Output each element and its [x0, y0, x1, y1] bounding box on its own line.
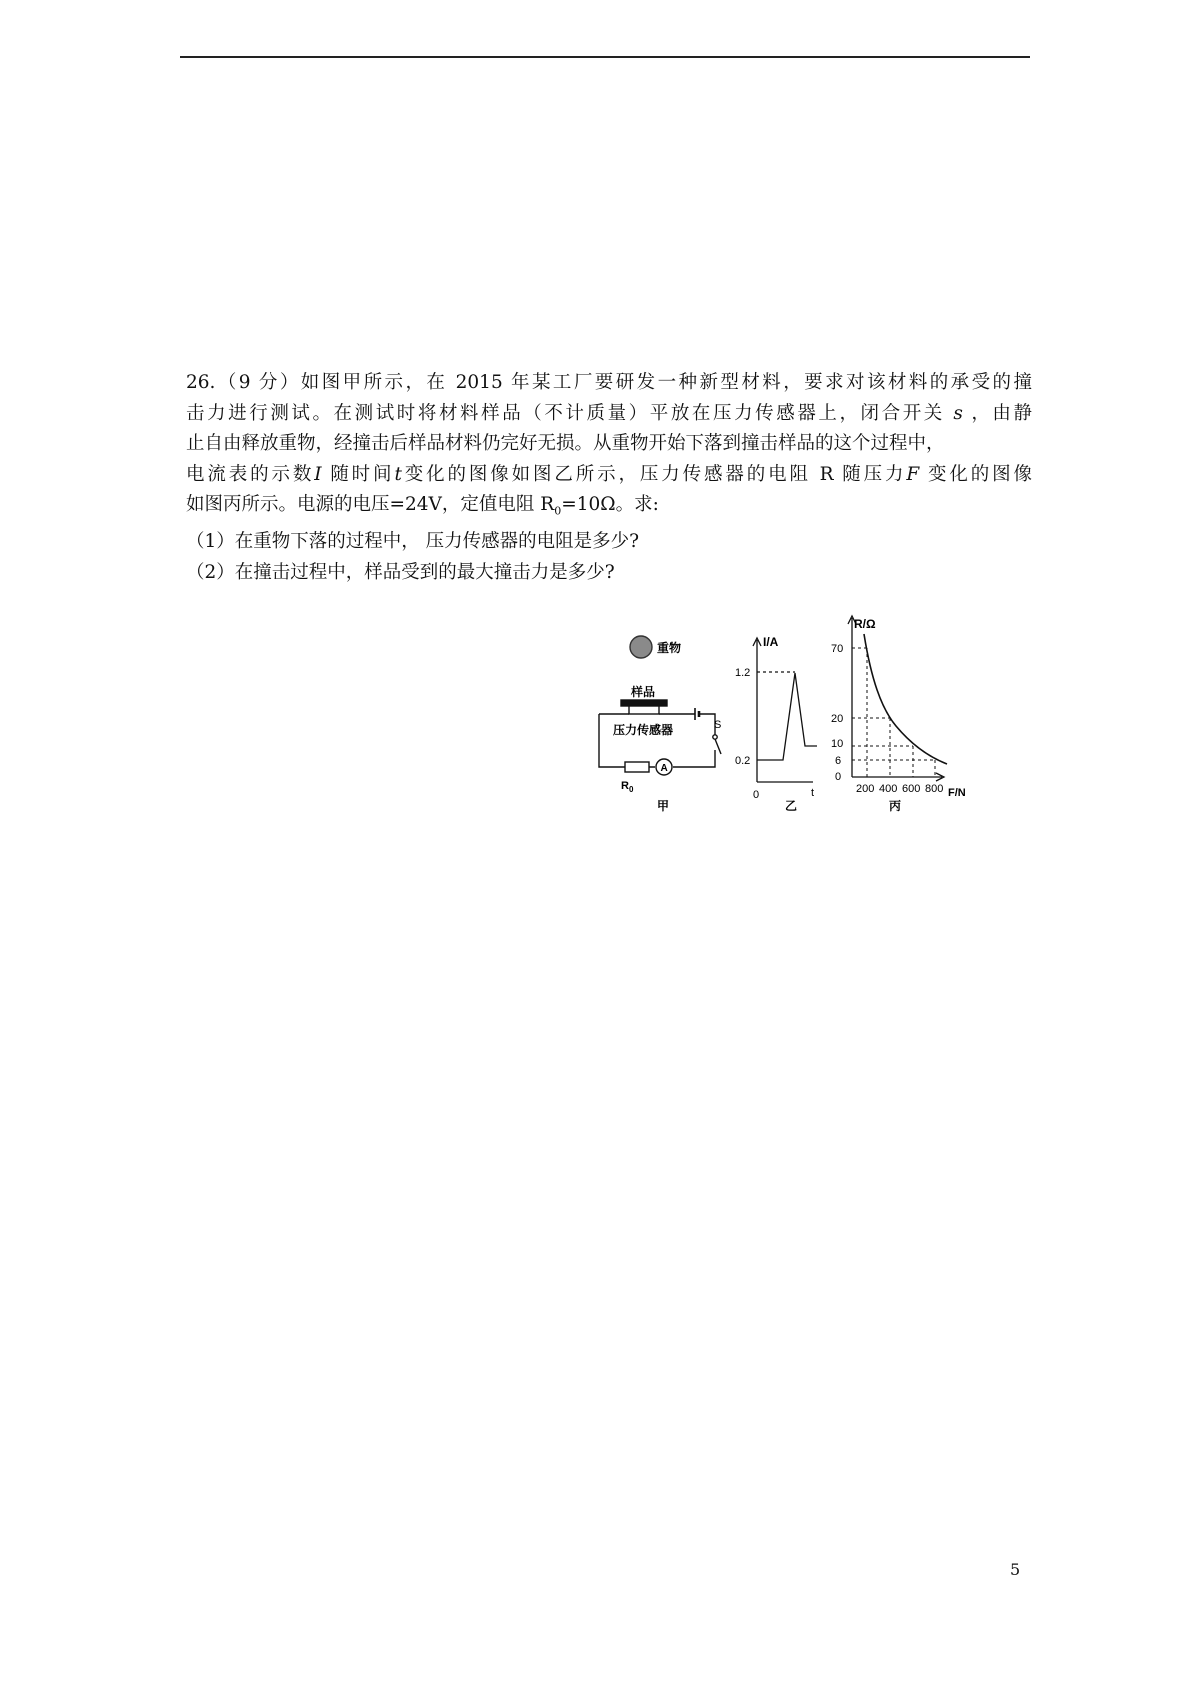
- yi-x-label: t: [811, 787, 815, 799]
- switch-label: S: [714, 719, 722, 731]
- circuit-wires: [599, 714, 715, 767]
- caption-bing: 丙: [889, 799, 902, 813]
- question-points: （9 分）: [215, 372, 301, 393]
- yi-y-label: I/A: [763, 635, 779, 649]
- question-line-5: 如图丙所示。电源的电压=24V，定值电阻 $R_0=10\Omega$。求:: [186, 494, 659, 518]
- weight-label: 重物: [657, 641, 682, 655]
- question-line-2: 击力进行测试。在测试时将材料样品（不计质量）平放在压力传感器上，闭合开关 s ，由静: [186, 402, 1032, 424]
- bing-tick-200: 200: [856, 783, 875, 795]
- question-line-3: 止自由释放重物，经撞击后样品材料仍完好无损。从重物开始下落到撞击样品的这个过程中，: [186, 433, 945, 454]
- yi-origin-label: 0: [753, 789, 760, 801]
- bing-resistance-curve: [864, 634, 947, 764]
- sensor-block: [629, 706, 659, 714]
- bing-x-label: F/N: [948, 787, 966, 799]
- switch-blade-icon: [715, 739, 721, 754]
- resistor-icon: [625, 762, 649, 772]
- bing-tick-10: 10: [831, 738, 844, 750]
- time-symbol: t: [394, 463, 402, 485]
- yi-tick-0.2: 0.2: [735, 755, 751, 767]
- resistance-force-graph: [848, 616, 947, 781]
- current-symbol: I: [314, 463, 322, 485]
- bing-y-label: R/Ω: [854, 617, 876, 631]
- bing-tick-20: 20: [831, 713, 844, 725]
- force-symbol: F: [906, 463, 920, 485]
- yi-current-curve: [757, 673, 817, 760]
- switch-symbol: s: [953, 402, 963, 424]
- resistor-label: $R_0$: [621, 780, 634, 794]
- sample-label: 样品: [631, 685, 656, 699]
- circuit-diagram: [599, 636, 721, 775]
- bing-tick-70: 70: [831, 643, 844, 655]
- bing-tick-800: 800: [925, 783, 944, 795]
- header-rule: [180, 56, 1030, 58]
- weight-ball-icon: [630, 636, 652, 658]
- figure-group: [595, 612, 1035, 817]
- bing-tick-400: 400: [879, 783, 898, 795]
- question-number: 26.: [186, 372, 216, 393]
- question-line-4: 电流表的示数I 随时间t变化的图像如图乙所示，压力传感器的电阻 R 随压力F 变化的图像: [186, 463, 1032, 485]
- sub-question-2: （2）在撞击过程中，样品受到的最大撞击力是多少?: [186, 561, 615, 583]
- sensor-label: 压力传感器: [613, 723, 674, 737]
- switch-pivot: [713, 735, 717, 739]
- bing-dashed-guides: [852, 648, 935, 777]
- caption-yi: 乙: [785, 799, 798, 813]
- bing-tick-0: 0: [835, 771, 842, 783]
- question-line-1: 26.（9 分）如图甲所示，在 2015 年某工厂要研发一种新型材料，要求对该材料的承受的撞: [186, 372, 1032, 393]
- figure-svg: [595, 612, 1035, 817]
- yi-tick-1.2: 1.2: [735, 667, 751, 679]
- ammeter-label: A: [660, 763, 668, 774]
- page-number: 5: [1010, 1560, 1021, 1579]
- question-26: [186, 368, 1032, 588]
- sample-plate: [621, 700, 667, 706]
- bing-tick-6: 6: [835, 755, 842, 767]
- bing-tick-600: 600: [902, 783, 921, 795]
- caption-jia: 甲: [657, 799, 670, 813]
- sub-question-1: （1）在重物下落的过程中， 压力传感器的电阻是多少?: [186, 531, 640, 553]
- current-time-graph: [753, 638, 817, 782]
